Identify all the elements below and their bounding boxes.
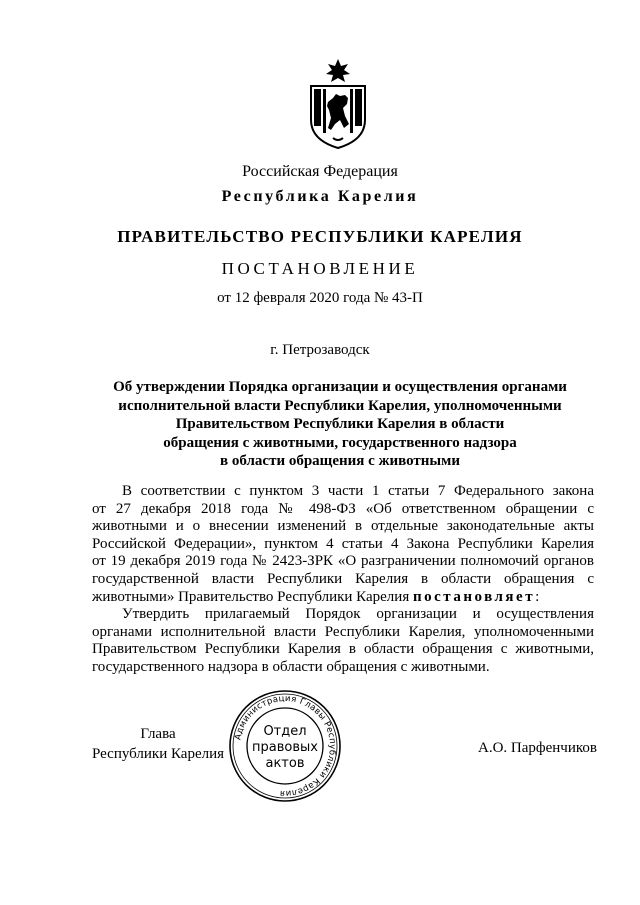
body-text: животными» Правительство Республики Карелия <box>92 588 413 605</box>
document-city: г. Петрозаводск <box>270 342 370 358</box>
republic-name: Республика Карелия <box>221 188 419 205</box>
country-name: Российская Федерация <box>242 163 398 180</box>
title-line: в области обращения с животными <box>220 453 460 470</box>
document-type: ПОСТАНОВЛЕНИЕ <box>221 259 419 278</box>
body-line: государственного надзора в области обращения с животными. <box>92 658 490 675</box>
resolves-word: постановляет <box>412 588 536 605</box>
position-line: Республики Карелия <box>92 746 225 762</box>
body-line: от 27 декабря 2018 года № 498-ФЗ «Об ответственном обращении с <box>92 500 594 517</box>
body-line: государственной власти Республики Карелия в области обращения с <box>92 570 594 587</box>
position-line: Глава <box>140 726 176 742</box>
document-date-number: от 12 февраля 2020 года № 43-П <box>217 290 423 306</box>
body-line: от 19 декабря 2019 года № 2423-ЗРК «О разграничении полномочий органов <box>92 553 594 570</box>
title-line: Об утверждении Порядка организации и осуществления органами <box>113 379 567 395</box>
stamp-line: правовых <box>252 740 318 755</box>
stamp-line: Отдел <box>263 724 307 739</box>
government-name: ПРАВИТЕЛЬСТВО РЕСПУБЛИКИ КАРЕЛИЯ <box>117 227 523 246</box>
signatory-name: А.О. Парфенчиков <box>478 740 597 756</box>
document-body <box>92 483 594 677</box>
stamp-ring-text: Администрация Главы Республики Карелия <box>233 693 338 799</box>
signatory-position <box>92 724 224 764</box>
body-line: В соответствии с пунктом 3 части 1 статьи 7 Федерального закона <box>122 483 594 499</box>
stamp-line: актов <box>265 756 305 771</box>
body-line: животными и о внесении изменений в отдельные законодательные акты <box>92 518 594 535</box>
title-line: Правительством Республики Карелия в области <box>175 416 505 433</box>
title-line: исполнительной власти Республики Карелия, уполномоченными <box>118 397 562 414</box>
stamp-seal-icon <box>228 689 342 803</box>
karelia-coat-of-arms-icon <box>307 58 369 150</box>
colon: : <box>535 588 540 605</box>
title-line: обращения с животными, государственного надзора <box>163 434 517 451</box>
body-line: Российской Федерации», пунктом 4 статьи 4 Закона Республики Карелия <box>92 535 594 552</box>
document-title <box>60 378 620 471</box>
body-line: органами исполнительной власти Республики Карелия, уполномоченными <box>92 623 594 640</box>
body-line-resolution <box>92 589 594 607</box>
body-line: Правительством Республики Карелия в области обращения с животными, <box>92 641 594 658</box>
body-line: Утвердить прилагаемый Порядок организации и осуществления <box>122 606 594 623</box>
